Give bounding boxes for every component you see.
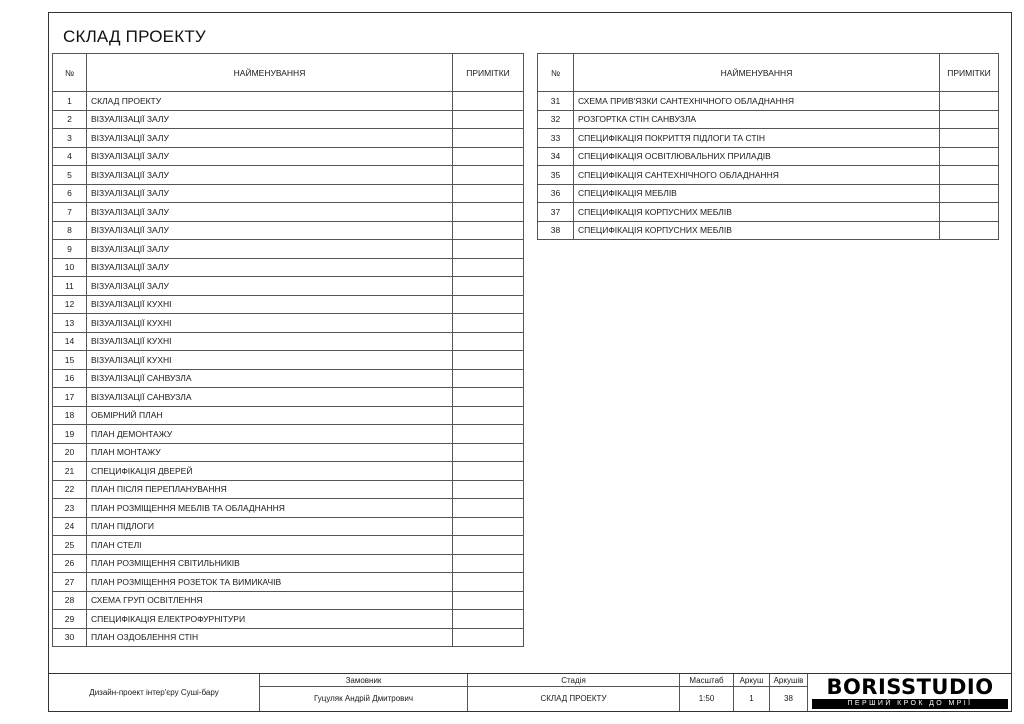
row-title: ВІЗУАЛІЗАЦІЇ ЗАЛУ: [87, 258, 453, 277]
row-number: 22: [53, 480, 87, 499]
title-block: [49, 673, 1011, 711]
row-number: 21: [53, 462, 87, 481]
row-number: 19: [53, 425, 87, 444]
table-row: [53, 443, 524, 462]
table-row: [53, 591, 524, 610]
table-header-row: [538, 54, 999, 92]
row-title: ВІЗУАЛІЗАЦІЇ САНВУЗЛА: [87, 388, 453, 407]
row-title: ВІЗУАЛІЗАЦІЇ ЗАЛУ: [87, 221, 453, 240]
row-notes: [453, 517, 524, 536]
row-title: ВІЗУАЛІЗАЦІЇ КУХНІ: [87, 314, 453, 333]
row-number: 18: [53, 406, 87, 425]
row-notes: [453, 443, 524, 462]
row-title: ВІЗУАЛІЗАЦІЇ ЗАЛУ: [87, 110, 453, 129]
row-title: ПЛАН ПІДЛОГИ: [87, 517, 453, 536]
row-title: ВІЗУАЛІЗАЦІЇ ЗАЛУ: [87, 147, 453, 166]
table-row: [53, 166, 524, 185]
row-number: 35: [538, 166, 574, 185]
row-title: СПЕЦИФІКАЦІЯ ЕЛЕКТРОФУРНІТУРИ: [87, 610, 453, 629]
row-notes: [453, 166, 524, 185]
row-title: ВІЗУАЛІЗАЦІЇ КУХНІ: [87, 351, 453, 370]
row-title: ВІЗУАЛІЗАЦІЇ САНВУЗЛА: [87, 369, 453, 388]
row-number: 24: [53, 517, 87, 536]
row-notes: [453, 388, 524, 407]
project-name: Дизайн-проект інтер'єру Суші-бару: [89, 688, 219, 697]
table-row: [53, 554, 524, 573]
table-row: [53, 517, 524, 536]
table-row: [53, 610, 524, 629]
row-number: 26: [53, 554, 87, 573]
row-number: 13: [53, 314, 87, 333]
row-notes: [453, 184, 524, 203]
row-title: ОБМІРНИЙ ПЛАН: [87, 406, 453, 425]
client-label: Замовник: [259, 674, 467, 686]
row-notes: [453, 554, 524, 573]
table-row: [53, 462, 524, 481]
table-row: [538, 92, 999, 111]
row-title: ПЛАН ОЗДОБЛЕННЯ СТІН: [87, 628, 453, 647]
row-number: 36: [538, 184, 574, 203]
table-row: [538, 203, 999, 222]
row-notes: [940, 147, 999, 166]
row-notes: [453, 110, 524, 129]
row-notes: [453, 147, 524, 166]
row-title: СПЕЦИФІКАЦІЯ САНТЕХНІЧНОГО ОБЛАДНАННЯ: [574, 166, 940, 185]
row-title: РОЗГОРТКА СТІН САНВУЗЛА: [574, 110, 940, 129]
row-notes: [453, 499, 524, 518]
row-notes: [453, 221, 524, 240]
row-title: СПЕЦИФІКАЦІЯ ДВЕРЕЙ: [87, 462, 453, 481]
row-number: 30: [53, 628, 87, 647]
logo-name: BORISSTUDIO: [826, 675, 994, 699]
table-row: [53, 240, 524, 259]
row-number: 15: [53, 351, 87, 370]
row-notes: [453, 628, 524, 647]
header-num: №: [538, 54, 574, 92]
table-row: [53, 221, 524, 240]
table-row: [538, 221, 999, 240]
row-notes: [940, 92, 999, 111]
row-number: 10: [53, 258, 87, 277]
row-number: 7: [53, 203, 87, 222]
row-title: ВІЗУАЛІЗАЦІЇ ЗАЛУ: [87, 240, 453, 259]
row-number: 4: [53, 147, 87, 166]
table-row: [53, 480, 524, 499]
row-number: 9: [53, 240, 87, 259]
table-row: [53, 314, 524, 333]
row-number: 28: [53, 591, 87, 610]
table-row: [53, 184, 524, 203]
row-title: СПЕЦИФІКАЦІЯ МЕБЛІВ: [574, 184, 940, 203]
row-title: СПЕЦИФІКАЦІЯ КОРПУСНИХ МЕБЛІВ: [574, 203, 940, 222]
row-notes: [453, 573, 524, 592]
header-name: НАЙМЕНУВАННЯ: [87, 54, 453, 92]
table-row: [53, 388, 524, 407]
row-notes: [453, 369, 524, 388]
row-notes: [940, 166, 999, 185]
sheets-label: Аркушів: [769, 674, 807, 686]
scale-value: 1:50: [679, 686, 733, 711]
row-number: 29: [53, 610, 87, 629]
row-title: ВІЗУАЛІЗАЦІЇ ЗАЛУ: [87, 129, 453, 148]
row-number: 17: [53, 388, 87, 407]
row-notes: [453, 129, 524, 148]
row-notes: [453, 332, 524, 351]
row-notes: [940, 129, 999, 148]
row-notes: [453, 203, 524, 222]
table-row: [53, 332, 524, 351]
row-title: ВІЗУАЛІЗАЦІЇ ЗАЛУ: [87, 166, 453, 185]
table-row: [538, 147, 999, 166]
row-notes: [453, 462, 524, 481]
table-row: [53, 425, 524, 444]
row-notes: [453, 610, 524, 629]
row-number: 20: [53, 443, 87, 462]
row-title: СХЕМА ПРИВ'ЯЗКИ САНТЕХНІЧНОГО ОБЛАДНАННЯ: [574, 92, 940, 111]
row-title: СПЕЦИФІКАЦІЯ КОРПУСНИХ МЕБЛІВ: [574, 221, 940, 240]
table-row: [53, 147, 524, 166]
row-title: СПЕЦИФІКАЦІЯ ОСВІТЛЮВАЛЬНИХ ПРИЛАДІВ: [574, 147, 940, 166]
row-notes: [453, 406, 524, 425]
row-notes: [453, 277, 524, 296]
row-title: СПЕЦИФІКАЦІЯ ПОКРИТТЯ ПІДЛОГИ ТА СТІН: [574, 129, 940, 148]
row-number: 1: [53, 92, 87, 111]
table-row: [53, 499, 524, 518]
row-number: 27: [53, 573, 87, 592]
sheet-label: Аркуш: [733, 674, 769, 686]
table-row: [538, 184, 999, 203]
row-title: ПЛАН РОЗМІЩЕННЯ СВІТИЛЬНИКІВ: [87, 554, 453, 573]
row-title: ВІЗУАЛІЗАЦІЇ ЗАЛУ: [87, 203, 453, 222]
row-title: ПЛАН СТЕЛІ: [87, 536, 453, 555]
table-row: [53, 536, 524, 555]
row-notes: [940, 110, 999, 129]
row-title: ПЛАН РОЗМІЩЕННЯ РОЗЕТОК ТА ВИМИКАЧІВ: [87, 573, 453, 592]
row-notes: [453, 295, 524, 314]
row-notes: [453, 258, 524, 277]
table-row: [53, 573, 524, 592]
table-row: [53, 203, 524, 222]
drawing-sheet: [48, 12, 1012, 712]
row-number: 12: [53, 295, 87, 314]
table-row: [53, 369, 524, 388]
row-number: 32: [538, 110, 574, 129]
row-number: 6: [53, 184, 87, 203]
logo-tagline: ПЕРШИЙ КРОК ДО МРІЇ: [812, 699, 1008, 709]
table-row: [53, 351, 524, 370]
row-title: ВІЗУАЛІЗАЦІЇ КУХНІ: [87, 332, 453, 351]
row-number: 38: [538, 221, 574, 240]
row-number: 33: [538, 129, 574, 148]
row-number: 14: [53, 332, 87, 351]
table-row: [53, 258, 524, 277]
table-row: [53, 129, 524, 148]
row-number: 25: [53, 536, 87, 555]
row-notes: [940, 184, 999, 203]
row-notes: [453, 240, 524, 259]
row-title: ВІЗУАЛІЗАЦІЇ КУХНІ: [87, 295, 453, 314]
row-title: ВІЗУАЛІЗАЦІЇ ЗАЛУ: [87, 277, 453, 296]
row-notes: [940, 203, 999, 222]
sheets-value: 38: [769, 686, 807, 711]
studio-logo: [807, 674, 1011, 711]
row-notes: [453, 314, 524, 333]
row-number: 31: [538, 92, 574, 111]
stage-value: СКЛАД ПРОЕКТУ: [467, 686, 679, 711]
row-title: ПЛАН ПІСЛЯ ПЕРЕПЛАНУВАННЯ: [87, 480, 453, 499]
row-number: 16: [53, 369, 87, 388]
contents-table-left: [52, 53, 524, 647]
row-notes: [453, 591, 524, 610]
row-number: 11: [53, 277, 87, 296]
table-row: [53, 92, 524, 111]
table-row: [538, 110, 999, 129]
table-row: [538, 166, 999, 185]
row-number: 2: [53, 110, 87, 129]
row-number: 34: [538, 147, 574, 166]
row-number: 8: [53, 221, 87, 240]
sheet-title: СКЛАД ПРОЕКТУ: [63, 27, 206, 46]
header-name: НАЙМЕНУВАННЯ: [574, 54, 940, 92]
row-number: 5: [53, 166, 87, 185]
client-name: Гуцуляк Андрій Дмитрович: [259, 686, 467, 711]
scale-label: Масштаб: [679, 674, 733, 686]
row-title: СКЛАД ПРОЕКТУ: [87, 92, 453, 111]
header-notes: ПРИМІТКИ: [940, 54, 999, 92]
row-title: СХЕМА ГРУП ОСВІТЛЕННЯ: [87, 591, 453, 610]
table-row: [53, 628, 524, 647]
row-notes: [453, 351, 524, 370]
row-number: 37: [538, 203, 574, 222]
row-notes: [940, 221, 999, 240]
table-row: [53, 295, 524, 314]
sheet-value: 1: [733, 686, 769, 711]
contents-table-right: [537, 53, 999, 240]
table-row: [53, 110, 524, 129]
row-title: ПЛАН ДЕМОНТАЖУ: [87, 425, 453, 444]
header-notes: ПРИМІТКИ: [453, 54, 524, 92]
table-row: [538, 129, 999, 148]
row-notes: [453, 536, 524, 555]
row-notes: [453, 92, 524, 111]
row-number: 3: [53, 129, 87, 148]
stage-label: Стадія: [467, 674, 679, 686]
table-row: [53, 277, 524, 296]
row-title: ПЛАН МОНТАЖУ: [87, 443, 453, 462]
row-notes: [453, 425, 524, 444]
table-header-row: [53, 54, 524, 92]
header-num: №: [53, 54, 87, 92]
row-title: ПЛАН РОЗМІЩЕННЯ МЕБЛІВ ТА ОБЛАДНАННЯ: [87, 499, 453, 518]
row-number: 23: [53, 499, 87, 518]
table-row: [53, 406, 524, 425]
row-title: ВІЗУАЛІЗАЦІЇ ЗАЛУ: [87, 184, 453, 203]
row-notes: [453, 480, 524, 499]
